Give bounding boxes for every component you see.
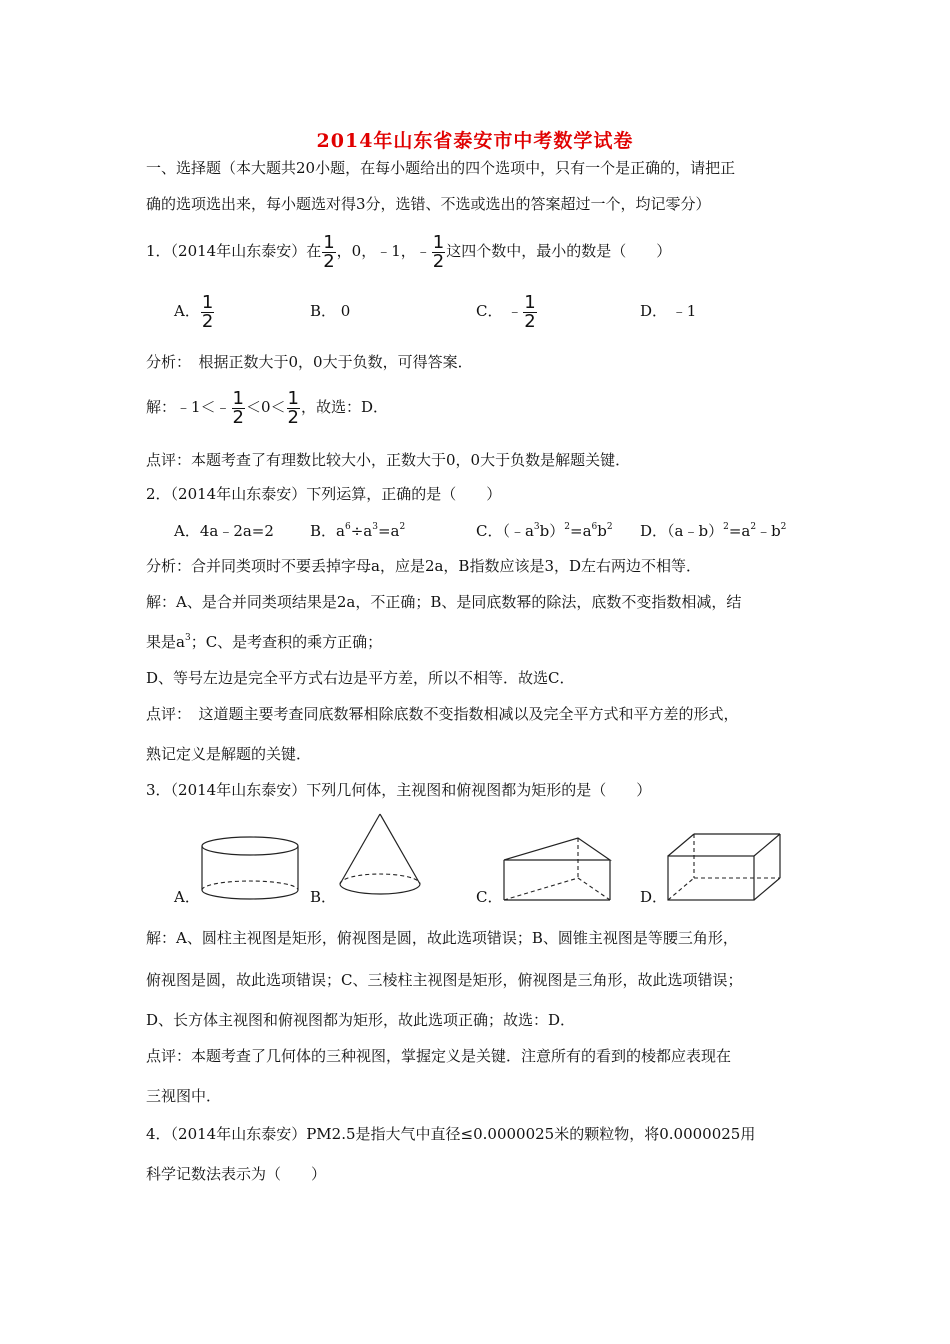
triangular-prism-figure xyxy=(500,830,616,904)
fraction: $\frac{1}{2}$ xyxy=(432,231,445,272)
q2-stem: 2．（2014年山东泰安）下列运算，正确的是（ ） xyxy=(146,485,502,503)
cylinder-figure xyxy=(198,834,304,904)
q3-comment-line1: 点评：本题考查了几何体的三种视图，掌握定义是关键．注意所有的看到的棱都应表现在 xyxy=(146,1047,732,1065)
q2-analysis: 分析：合并同类项时不要丢掉字母a，应是2a，B指数应该是3，D左右两边不相等． xyxy=(146,557,702,575)
q1-option-b: B． 0 xyxy=(310,302,351,320)
q2-comment-line1: 点评： 这道题主要考查同底数幂相除底数不变指数相减以及完全平方式和平方差的形式， xyxy=(146,705,739,723)
fraction: $\frac{1}{2}$ xyxy=(287,387,299,428)
section-heading-line1: 一、选择题（本大题共20小题，在每小题给出的四个选项中，只有一个是正确的，请把正 xyxy=(146,159,736,177)
q2-option-b: B．$a^6\div a^3=a^2$ xyxy=(310,522,406,540)
q1-solution: 解：﹣1＜﹣ $\frac{1}{2}$ ＜0＜ $\frac{1}{2}$ ，故选：D． xyxy=(146,387,389,428)
q2-option-d: D．$(a﹣b)^2=a^2﹣b^2$ xyxy=(640,522,787,540)
cuboid-figure xyxy=(664,830,786,904)
q3-option-c: C． xyxy=(476,888,503,906)
q3-option-d: D． xyxy=(640,888,668,906)
q4-stem-line2: 科学记数法表示为（ ） xyxy=(146,1165,327,1183)
page-title: 2014年山东省泰安市中考数学试卷 xyxy=(316,130,634,152)
q1-stem-c: 这四个数中，最小的数是（ ） xyxy=(446,242,672,260)
q3-option-a: A． xyxy=(174,888,200,906)
q2-solution-line1: 解：A、是合并同类项结果是2a，不正确；B、是同底数幂的除法，底数不变指数相减，结 xyxy=(146,593,742,611)
q1-stem-b: ，0，﹣1，﹣ xyxy=(336,242,431,260)
q1-comment: 点评：本题考查了有理数比较大小，正数大于0，0大于负数是解题关键． xyxy=(146,451,631,469)
q2-comment-line2: 熟记定义是解题的关键． xyxy=(146,745,312,763)
q4-stem-line1: 4．（2014年山东泰安）PM2.5是指大气中直径≤0.0000025米的颗粒物，将0.0000025用 xyxy=(146,1125,756,1143)
fraction: $\frac{1}{2}$ xyxy=(323,231,335,272)
q1-option-d: D． ﹣1 xyxy=(640,302,697,320)
cone-figure xyxy=(334,808,426,904)
q1-option-a: A． $\frac{1}{2}$ xyxy=(174,291,214,332)
q3-solution-line3: D、长方体主视图和俯视图都为矩形，故此选项正确；故选：D． xyxy=(146,1011,576,1029)
q2-option-c: C．$(﹣a^3b)^2=a^6b^2$ xyxy=(476,522,613,540)
q3-option-b: B． xyxy=(310,888,337,906)
fraction: $\frac{1}{2}$ xyxy=(524,291,536,332)
q1-stem-a: 1．（2014年山东泰安）在 xyxy=(146,242,322,260)
section-heading-line2: 确的选项选出来，每小题选对得3分，选错、不选或选出的答案超过一个，均记零分） xyxy=(146,195,711,213)
q2-option-a: A．4a﹣2a=2 xyxy=(174,522,274,540)
q1-option-c: C． ﹣ $\frac{1}{2}$ xyxy=(476,291,536,332)
q3-comment-line2: 三视图中． xyxy=(146,1087,222,1105)
q2-solution-line3: D、等号左边是完全平方式右边是平方差，所以不相等．故选C． xyxy=(146,669,575,687)
q1-analysis: 分析： 根据正数大于0，0大于负数，可得答案． xyxy=(146,353,473,371)
fraction: $\frac{1}{2}$ xyxy=(232,387,244,428)
q1-stem xyxy=(146,232,671,271)
q3-stem: 3．（2014年山东泰安）下列几何体，主视图和俯视图都为矩形的是（ ） xyxy=(146,781,652,799)
fraction: $\frac{1}{2}$ xyxy=(201,291,214,332)
q3-solution-line1: 解：A、圆柱主视图是矩形，俯视图是圆，故此选项错误；B、圆锥主视图是等腰三角形， xyxy=(146,929,738,947)
q3-solution-line2: 俯视图是圆，故此选项错误；C、三棱柱主视图是矩形，俯视图是三角形，故此选项错误； xyxy=(146,971,743,989)
q2-solution-line2: 果是$a^3$；C、是考查积的乘方正确； xyxy=(146,633,383,651)
